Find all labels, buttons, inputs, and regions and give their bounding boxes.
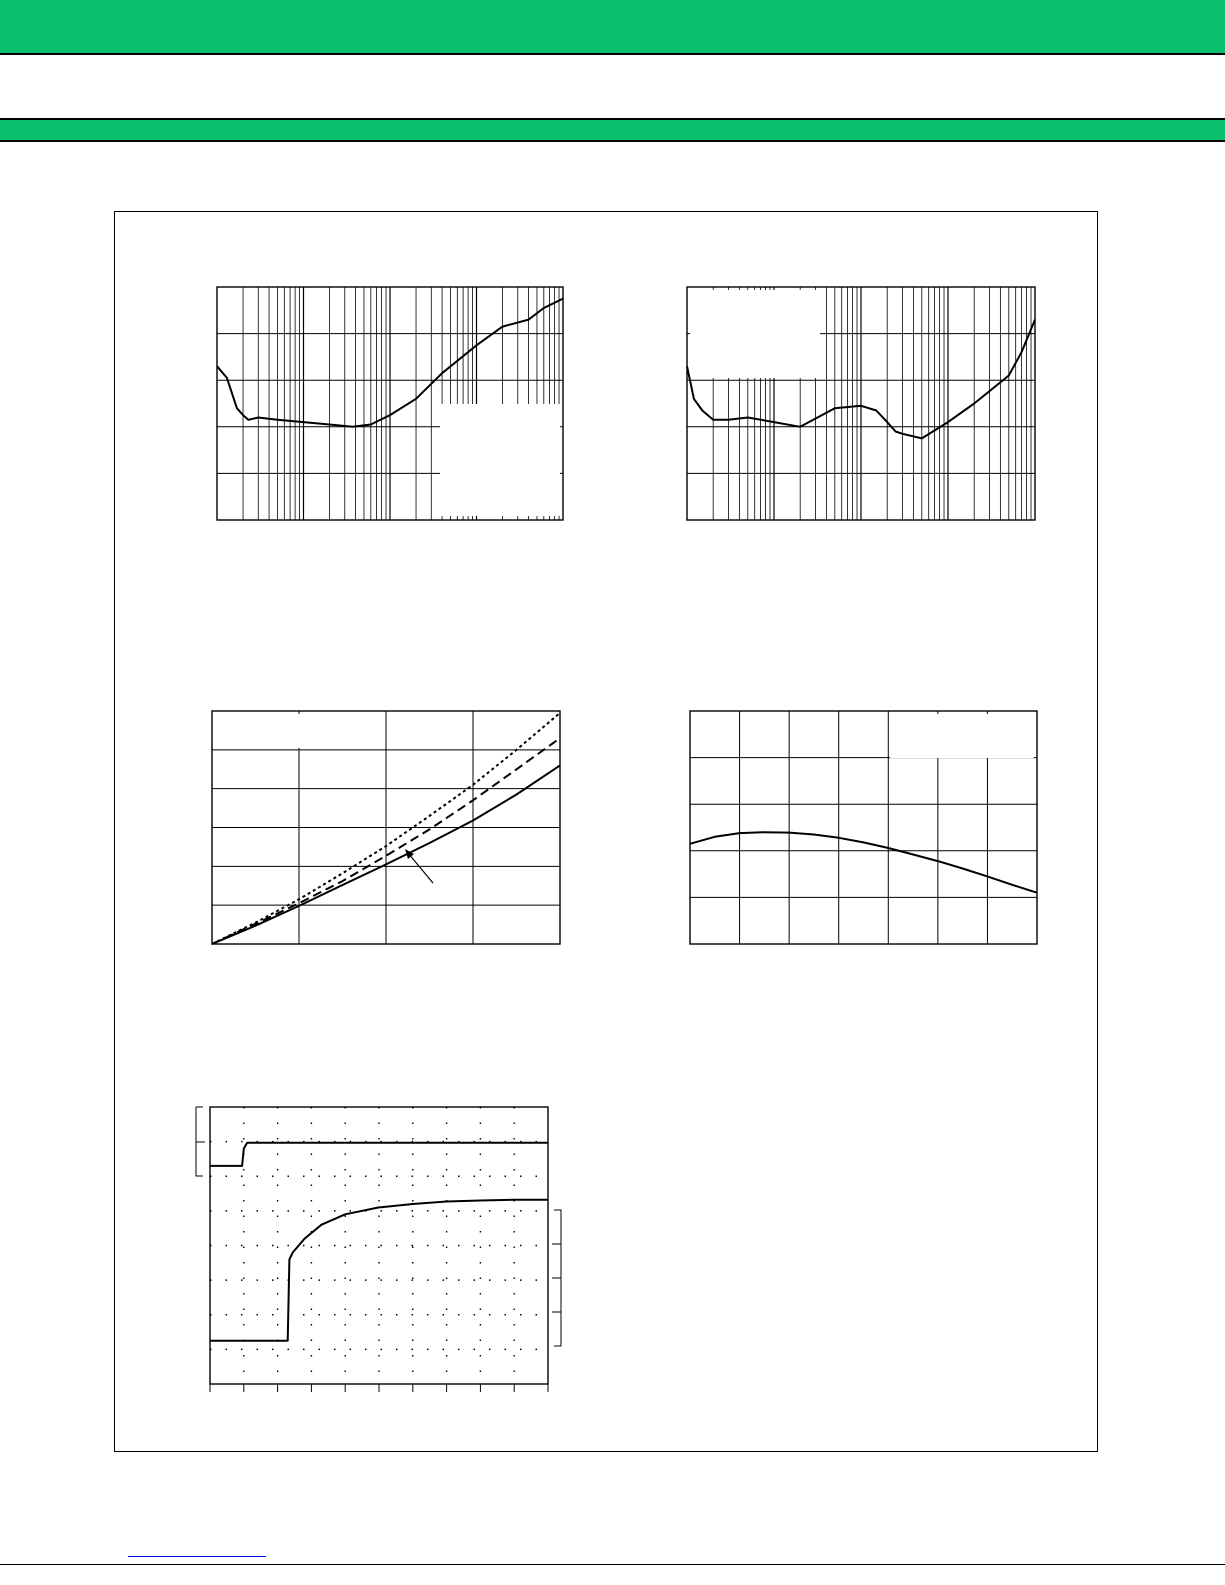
chart-2 — [687, 287, 1035, 520]
chart-1 — [217, 287, 563, 520]
chart-4 — [690, 711, 1037, 944]
chart-4-series-1-line — [690, 832, 1037, 893]
chart-3 — [212, 711, 560, 944]
chart-3-legend-area — [215, 714, 383, 748]
footer-link[interactable] — [128, 1556, 266, 1557]
footer-rule — [0, 1564, 1225, 1565]
chart-5-plot-frame — [210, 1107, 548, 1384]
chart-4-legend-area — [890, 714, 1034, 758]
chart-5-series-2-line — [210, 1200, 548, 1341]
chart-5-grid — [210, 1107, 548, 1384]
chart-1-legend-area — [440, 404, 560, 516]
chart-3-pointer-line — [408, 853, 433, 883]
chart-2-legend-area — [690, 290, 820, 378]
chart-5 — [196, 1107, 561, 1392]
